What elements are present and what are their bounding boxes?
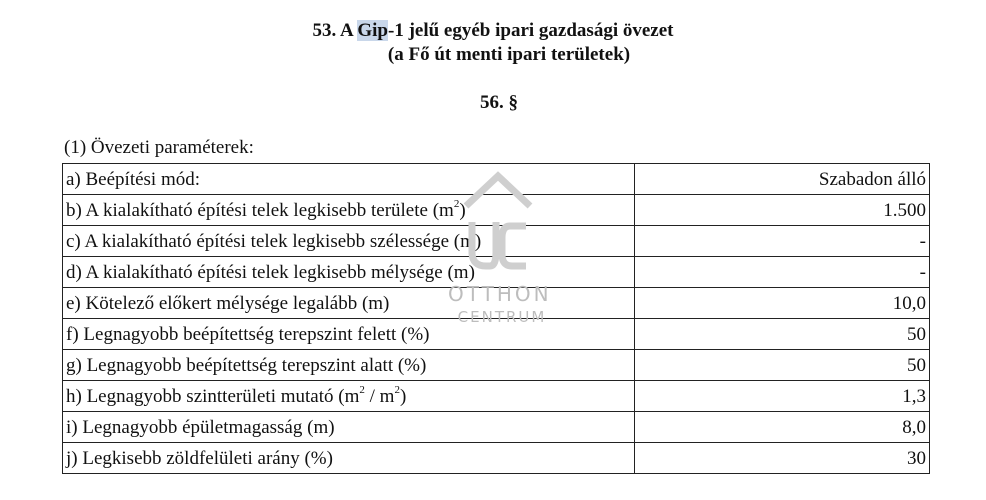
row-label: b) A kialakítható építési telek legkisebb területe $(m^2)$ (63, 195, 635, 226)
zone-title (0, 20, 986, 42)
table-row (63, 226, 930, 257)
zone-title-highlighted-code: Gip (357, 20, 388, 41)
row-label: h) Legnagyobb szintterületi mutató $(m^2 / m^2)$ (63, 381, 635, 412)
zone-title-prefix: 53. A (312, 20, 358, 41)
table-row (63, 443, 930, 474)
table-row (63, 257, 930, 288)
row-value: 30 (635, 443, 930, 474)
table-row (63, 319, 930, 350)
row-value: 8,0 (635, 412, 930, 443)
table-row (63, 381, 930, 412)
row-value: 1.500 (635, 195, 930, 226)
row-label: j) Legkisebb zöldfelületi arány (%) (63, 443, 635, 474)
watermark-line1: OTTHON (448, 282, 552, 306)
row-label: g) Legnagyobb beépítettség terepszint alatt (%) (63, 350, 635, 381)
zone-subtitle: (a Fő út menti ipari területek) (387, 44, 631, 65)
row-value: - (635, 257, 930, 288)
row-value: 50 (635, 350, 930, 381)
row-label: f) Legnagyobb beépítettség terepszint felett (%) (63, 319, 635, 350)
table-row (63, 164, 930, 195)
table-row (63, 412, 930, 443)
row-value: 50 (635, 319, 930, 350)
row-label: a) Beépítési mód: (63, 164, 635, 195)
table-row (63, 350, 930, 381)
parameters-table (62, 163, 930, 474)
table-row (63, 288, 930, 319)
zone-title-suffix: -1 jelű egyéb ipari gazdasági övezet (388, 20, 674, 41)
row-value: 10,0 (635, 288, 930, 319)
row-label: c) A kialakítható építési telek legkisebb szélessége (m) (63, 226, 635, 257)
row-label: i) Legnagyobb épületmagasság (m) (63, 412, 635, 443)
row-value: Szabadon álló (635, 164, 930, 195)
row-value: - (635, 226, 930, 257)
watermark-line2: CENTRUM (457, 308, 547, 326)
row-label: d) A kialakítható építési telek legkisebb mélysége (m) (63, 257, 635, 288)
section-number: 56. § (480, 92, 518, 113)
row-value: 1,3 (635, 381, 930, 412)
parameters-caption: (1) Övezeti paraméterek: (64, 137, 254, 158)
row-label: e) Kötelező előkert mélysége legalább (m) (63, 288, 635, 319)
table-row (63, 195, 930, 226)
